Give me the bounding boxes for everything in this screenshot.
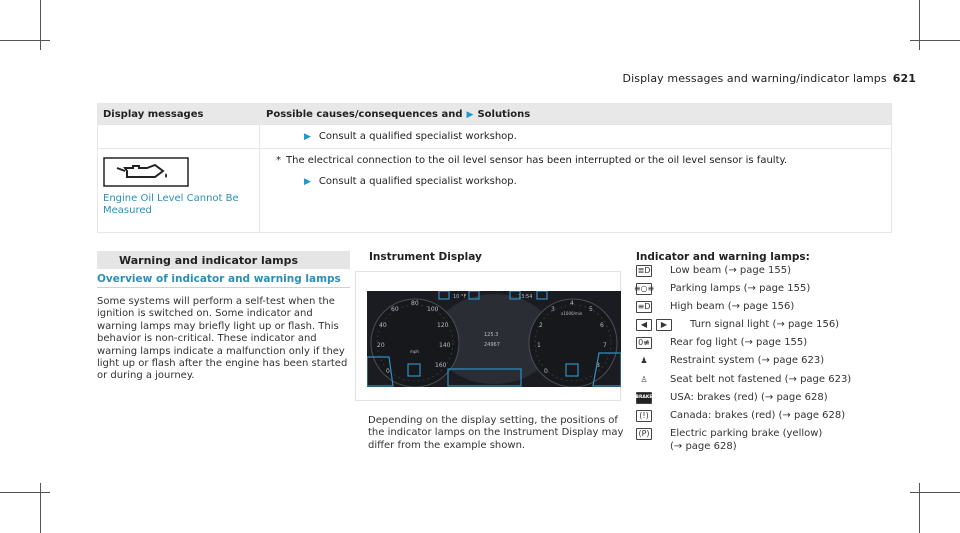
indicator-list	[633, 265, 906, 459]
crop-mark	[0, 492, 50, 493]
brake-canada-icon: (!)	[636, 410, 652, 422]
speed-tick: 100	[427, 306, 439, 313]
page-header	[623, 72, 916, 85]
odometer-readout: 24967	[484, 342, 500, 348]
solution-arrow-icon: ▶	[466, 109, 474, 120]
asterisk: *	[276, 155, 281, 166]
list-item	[636, 392, 906, 410]
solution-text: Consult a qualified specialist workshop.	[318, 131, 517, 142]
crop-mark	[919, 0, 920, 50]
solution-text: Consult a qualified specialist workshop.	[318, 176, 517, 187]
list-item	[636, 337, 906, 355]
rpm-tick: 5	[589, 306, 593, 313]
speed-tick: 160	[435, 362, 447, 369]
list-item	[636, 265, 906, 283]
speed-tick: 120	[437, 322, 449, 329]
rpm-tick: 3	[551, 306, 555, 313]
low-beam-icon: ≣D	[637, 266, 651, 275]
display-messages-table	[97, 103, 892, 233]
speed-unit: mph	[410, 349, 419, 354]
instrument-heading: Instrument Display	[369, 251, 482, 263]
list-item	[636, 319, 906, 337]
high-beam-icon: ≡D	[637, 302, 651, 312]
seat-belt-icon: ♙	[640, 374, 648, 384]
crop-mark	[919, 483, 920, 533]
table-row	[98, 124, 891, 148]
rpm-tick: 7	[603, 342, 607, 349]
table-cell	[260, 149, 891, 232]
section-title: Warning and indicator lamps	[97, 251, 350, 269]
table-cell	[260, 125, 891, 148]
speed-tick: 60	[391, 306, 399, 313]
restraint-icon: ♟	[640, 356, 648, 366]
crop-mark	[910, 40, 960, 41]
list-item	[636, 410, 906, 428]
crop-mark	[0, 40, 50, 41]
col-solutions-label: Solutions	[477, 109, 531, 120]
indicator-text: USA: brakes (red) (→ page 628)	[670, 391, 828, 403]
table-row	[98, 148, 891, 232]
indicator-text: Rear fog light (→ page 155)	[670, 337, 808, 349]
rpm-tick: 4	[570, 300, 574, 307]
trip-readout: 125.3	[484, 332, 499, 338]
oil-can-icon	[103, 157, 189, 187]
rpm-tick: 0	[544, 368, 548, 375]
speed-tick: 40	[379, 322, 387, 329]
table-cell-empty	[98, 125, 260, 148]
section-subtitle: Overview of indicator and warning lamps	[97, 273, 350, 288]
instrument-caption: Depending on the display setting, the positions of the indicator lamps on the Instrument Display may differ from the example shown.	[368, 415, 624, 451]
bullet-arrow-icon: ▶	[304, 131, 311, 142]
page-number: 621	[892, 72, 916, 85]
temp-readout: 10 °F	[453, 294, 467, 300]
clock-readout: 13:54	[518, 294, 533, 300]
turn-signal-right-icon: ▶	[656, 319, 672, 331]
list-item	[636, 301, 906, 319]
col-display-messages: Display messages	[103, 109, 204, 120]
speed-tick: 0	[386, 368, 390, 375]
list-item	[636, 374, 906, 392]
list-item	[633, 283, 906, 301]
crop-mark	[40, 483, 41, 533]
rpm-tick: 1	[537, 342, 541, 349]
parking-lamps-icon: ≡○≡	[633, 284, 655, 294]
rear-fog-icon: 0≢	[636, 337, 652, 349]
indicator-text: Seat belt not fastened (→ page 623)	[670, 373, 852, 385]
speed-tick: 80	[411, 300, 419, 307]
col-causes-label: Possible causes/consequences and	[266, 109, 463, 120]
brake-usa-icon: BRAKE	[636, 392, 652, 404]
turn-signal-left-icon: ◀	[636, 319, 652, 331]
indicator-text: (→ page 628)	[670, 440, 737, 452]
speed-tick: 140	[439, 342, 451, 349]
indicators-heading: Indicator and warning lamps:	[636, 251, 810, 263]
header-title: Display messages and warning/indicator lamps	[622, 72, 887, 85]
indicator-text: Parking lamps (→ page 155)	[670, 283, 811, 295]
rpm-unit: x1000/min	[561, 311, 583, 316]
indicator-text: Canada: brakes (red) (→ page 628)	[670, 409, 846, 421]
table-cell-message	[98, 149, 260, 232]
crop-mark	[40, 0, 41, 50]
message-label: Engine Oil Level Cannot Be Measured	[103, 193, 239, 216]
rpm-tick: 8	[596, 362, 600, 369]
indicator-text: Restraint system (→ page 623)	[670, 355, 825, 367]
speed-tick: 20	[377, 342, 385, 349]
table-header	[98, 104, 891, 124]
cause-text: The electrical connection to the oil level sensor has been interrupted or the oil level sensor is faulty.	[286, 155, 788, 166]
section-body: Some systems will perform a self-test when the ignition is switched on. Some indicator and warning lamps may briefly light up or flash. This behavior is non-critical. These indicator and warning lamps indicate a malfunction only if they light up or flash after the engine has been started or during a journey.	[97, 296, 348, 382]
parking-brake-icon: (P)	[636, 428, 652, 440]
list-item	[636, 428, 906, 441]
indicator-text: High beam (→ page 156)	[670, 301, 795, 313]
bullet-arrow-icon: ▶	[304, 176, 311, 187]
list-item	[636, 441, 906, 459]
crop-mark	[910, 492, 960, 493]
rpm-tick: 6	[600, 322, 604, 329]
indicator-text: Turn signal light (→ page 156)	[690, 319, 840, 331]
instrument-display-image	[367, 291, 621, 387]
indicator-text: Electric parking brake (yellow)	[670, 427, 823, 439]
indicator-text: Low beam (→ page 155)	[670, 265, 792, 276]
col-causes	[260, 104, 891, 120]
rpm-tick: 2	[539, 322, 543, 329]
list-item	[636, 355, 906, 373]
